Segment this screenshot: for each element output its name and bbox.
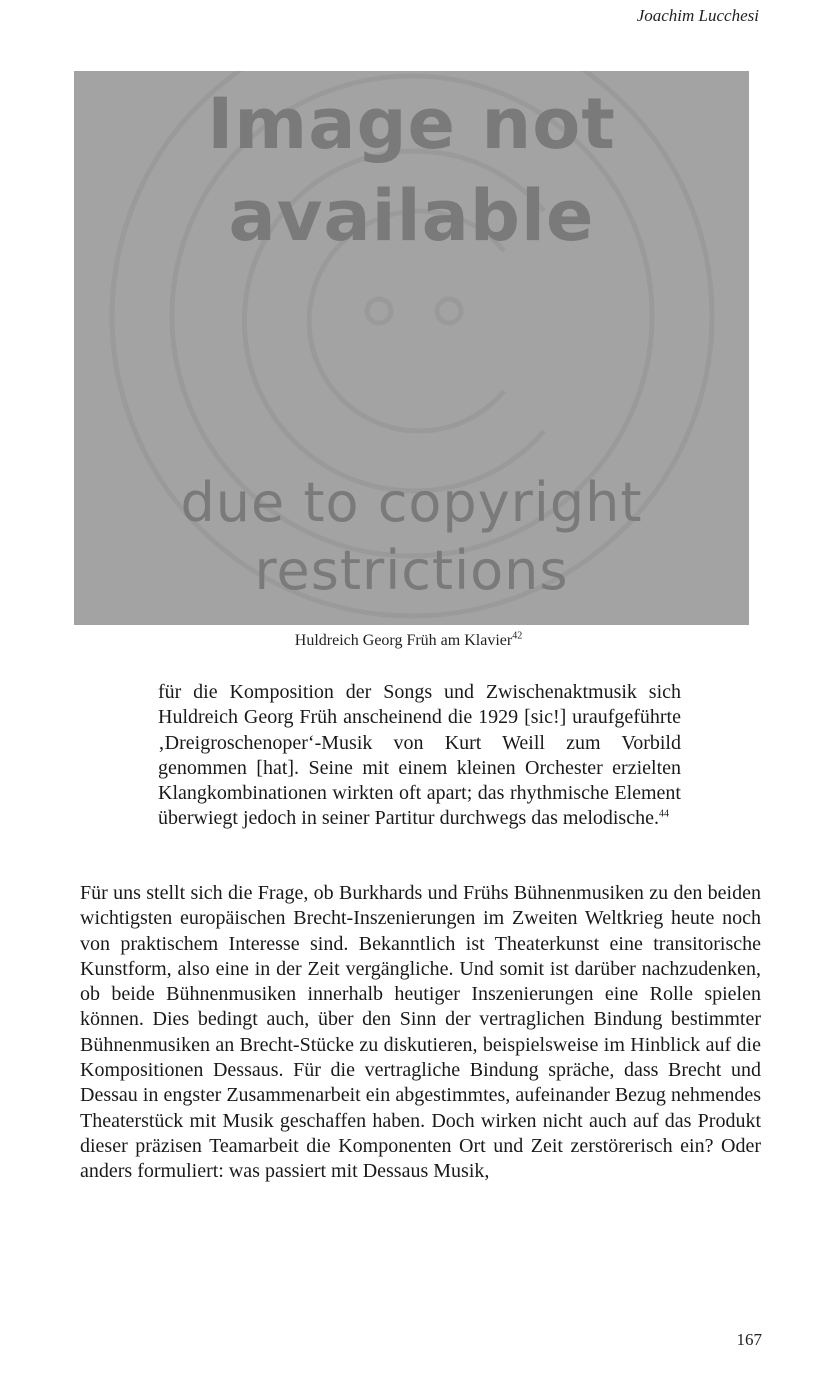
figure-caption — [0, 632, 817, 650]
block-quote — [158, 680, 681, 832]
placeholder-text-line-2: available — [228, 175, 595, 257]
quote-footnote-ref: 44 — [658, 808, 669, 820]
quote-text: für die Komposition der Songs und Zwischenaktmusik sich Huldreich Georg Früh anscheinend die 1929 [sic!] uraufgeführte ‚Dreigroschenoper‘-Musik von Kurt Weill zum Vorbild genommen [hat]. Seine mit einem kleinen Orchester erzielten Klangkombinationen wirkten oft apart; das rhythmische Element überwiegt jedoch in seiner Partitur durchwegs das melodische. — [158, 681, 681, 830]
placeholder-text-line-1: Image not — [207, 83, 616, 165]
caption-footnote-ref: 42 — [512, 630, 523, 642]
page-number: 167 — [736, 1330, 762, 1349]
caption-text: Huldreich Georg Früh am Klavier — [294, 632, 513, 649]
placeholder-text-line-3: due to copyright — [180, 471, 643, 534]
body-paragraph: Für uns stellt sich die Frage, ob Burkhards und Frühs Bühnenmusiken zu den beiden wichtigsten europäischen Brecht-Inszenierungen im Zweiten Weltkrieg heute noch von praktischem Interesse sind. Bekanntlich ist Theaterkunst eine transitorische Kunstform, also eine in der Zeit vergängliche. Und somit ist darüber nachzudenken, ob beide Bühnenmusiken innerhalb heutiger Inszenierungen eine Rolle spielen können. Dies bedingt auch, über den Sinn der vertraglichen Bindung bestimmter Bühnenmusiken an Brecht-Stücke zu diskutieren, beispielsweise im Hinblick auf die Kompositionen Dessaus. Für die vertragliche Bindung spräche, dass Brecht und Dessau in engster Zusammenarbeit ein abgestimmtes, aufeinander Bezug nehmendes Theaterstück mit Musik geschaffen haben. Doch wirken nicht auch auf das Produkt dieser präzisen Teamarbeit die Komponenten Ort und Zeit zerstörerisch ein? Oder anders formuliert: was passiert mit Dessaus Musik, — [80, 882, 761, 1183]
placeholder-text-line-4: restrictions — [254, 539, 569, 602]
image-placeholder — [74, 71, 749, 625]
running-head: Joachim Lucchesi — [636, 6, 759, 25]
